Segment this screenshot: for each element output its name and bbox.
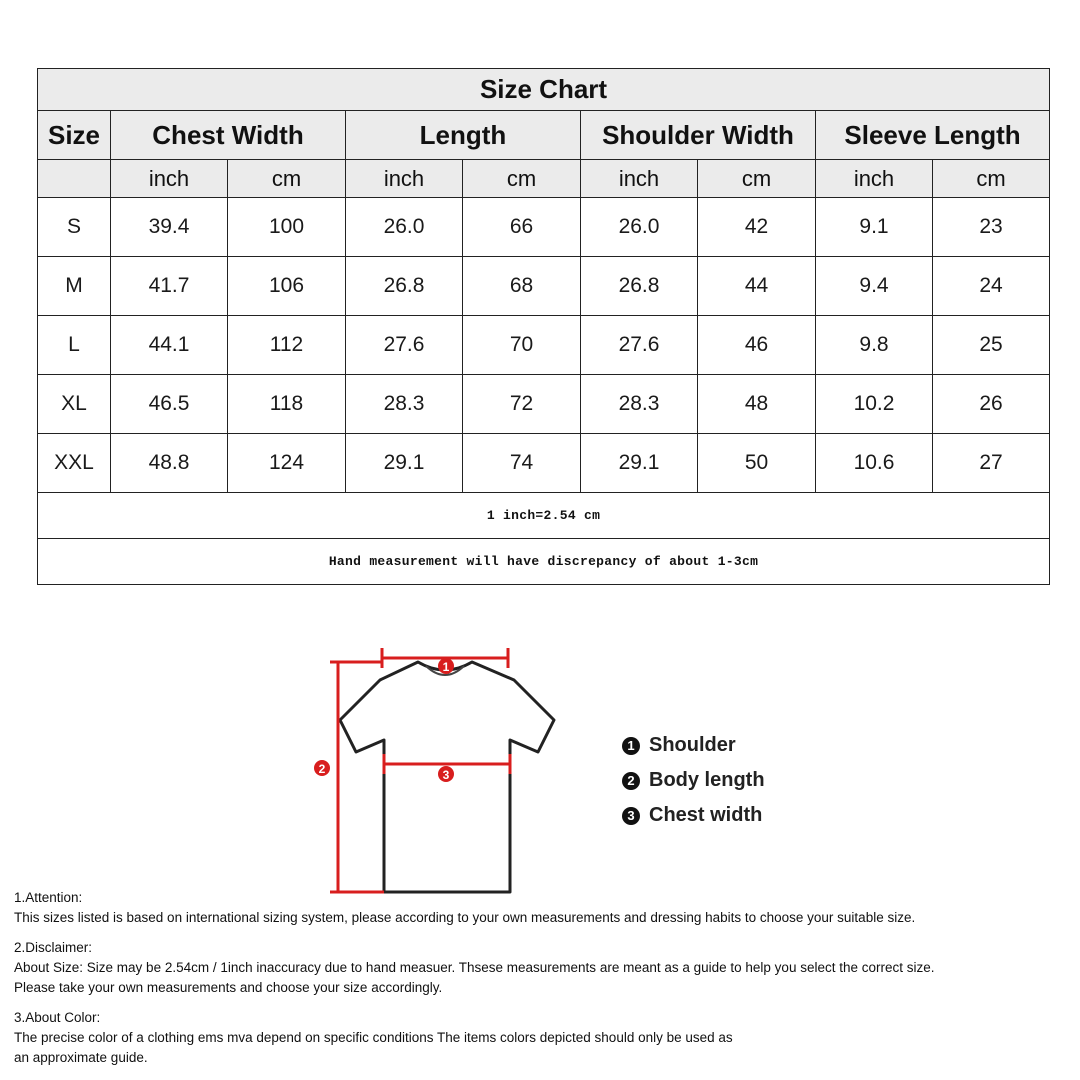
tshirt-measurement-diagram [300, 640, 570, 900]
unit-cell: inch [816, 160, 933, 198]
measurement-cell: 70 [463, 316, 581, 375]
measurement-cell: 44.1 [111, 316, 228, 375]
legend-item-shoulder [622, 728, 765, 763]
unit-cell: inch [111, 160, 228, 198]
measurement-cell: 100 [228, 198, 346, 257]
measurement-cell: 28.3 [581, 375, 698, 434]
table-row [38, 434, 1050, 493]
measurement-cell: 26 [933, 375, 1050, 434]
tshirt-diagram-svg [300, 640, 570, 900]
conversion-note-row [38, 493, 1050, 539]
header-size: Size [38, 111, 111, 160]
measurement-cell: 27.6 [346, 316, 463, 375]
measurement-cell: 26.8 [346, 257, 463, 316]
legend-number-icon: 3 [622, 807, 640, 825]
measurement-cell: 9.1 [816, 198, 933, 257]
measurement-cell: 10.2 [816, 375, 933, 434]
measurement-cell: 39.4 [111, 198, 228, 257]
table-header-row [38, 111, 1050, 160]
legend-item-chest-width [622, 798, 765, 833]
size-label-cell: XXL [38, 434, 111, 493]
note-line: This sizes listed is based on international sizing system, please according to your own measurements and dressing habits to choose your suitable size. [14, 910, 916, 925]
note-about-color [14, 1008, 1080, 1068]
measurement-cell: 29.1 [346, 434, 463, 493]
measurement-cell: 24 [933, 257, 1050, 316]
header-sleeve-length: Sleeve Length [816, 111, 1050, 160]
measurement-cell: 72 [463, 375, 581, 434]
legend-number-icon: 2 [622, 772, 640, 790]
measurement-legend [622, 728, 765, 833]
measurement-cell: 25 [933, 316, 1050, 375]
note-title: 2.Disclaimer: [14, 940, 93, 955]
measurement-cell: 28.3 [346, 375, 463, 434]
marker-3-label: 3 [442, 768, 450, 782]
unit-cell: inch [581, 160, 698, 198]
measurement-cell: 29.1 [581, 434, 698, 493]
note-disclaimer [14, 938, 1080, 998]
size-label-cell: M [38, 257, 111, 316]
note-attention [14, 888, 1080, 928]
measurement-cell: 66 [463, 198, 581, 257]
measurement-cell: 9.4 [816, 257, 933, 316]
unit-blank [38, 160, 111, 198]
legend-label: Chest width [649, 804, 763, 826]
measurement-cell: 46.5 [111, 375, 228, 434]
size-label-cell: XL [38, 375, 111, 434]
legend-number-icon: 1 [622, 737, 640, 755]
table-row [38, 198, 1050, 257]
measurement-cell: 112 [228, 316, 346, 375]
table-unit-row [38, 160, 1050, 198]
note-title: 1.Attention: [14, 890, 83, 905]
measurement-cell: 118 [228, 375, 346, 434]
size-label-cell: S [38, 198, 111, 257]
note-line: an approximate guide. [14, 1050, 148, 1065]
legend-item-body-length [622, 763, 765, 798]
table-row [38, 316, 1050, 375]
measurement-cell: 26.8 [581, 257, 698, 316]
measurement-cell: 48 [698, 375, 816, 434]
marker-1-label: 1 [442, 660, 450, 674]
marker-2-label: 2 [318, 762, 326, 776]
header-length: Length [346, 111, 581, 160]
discrepancy-note-row [38, 539, 1050, 585]
unit-cell: cm [463, 160, 581, 198]
table-title: Size Chart [38, 69, 1050, 111]
unit-cell: cm [698, 160, 816, 198]
size-label-cell: L [38, 316, 111, 375]
notes-section [14, 888, 1080, 1078]
unit-cell: cm [228, 160, 346, 198]
note-title: 3.About Color: [14, 1010, 101, 1025]
note-line: The precise color of a clothing ems mva depend on specific conditions The items colors depicted should only be used as [14, 1030, 733, 1045]
measurement-cell: 74 [463, 434, 581, 493]
legend-label: Shoulder [649, 734, 736, 756]
table-row [38, 257, 1050, 316]
measurement-cell: 106 [228, 257, 346, 316]
measurement-cell: 44 [698, 257, 816, 316]
measurement-cell: 27 [933, 434, 1050, 493]
size-chart-table [37, 68, 1050, 585]
measurement-cell: 50 [698, 434, 816, 493]
note-line: About Size: Size may be 2.54cm / 1inch inaccuracy due to hand measuer. Thsese measurements are meant as a guide to help you select the correct size. [14, 960, 935, 975]
table-row [38, 375, 1050, 434]
conversion-note: 1 inch=2.54 cm [38, 493, 1050, 539]
header-shoulder-width: Shoulder Width [581, 111, 816, 160]
note-line: Please take your own measurements and choose your size accordingly. [14, 980, 443, 995]
measurement-cell: 41.7 [111, 257, 228, 316]
measurement-cell: 42 [698, 198, 816, 257]
discrepancy-note: Hand measurement will have discrepancy of about 1-3cm [38, 539, 1050, 585]
unit-cell: inch [346, 160, 463, 198]
measurement-cell: 10.6 [816, 434, 933, 493]
measurement-cell: 68 [463, 257, 581, 316]
measurement-cell: 26.0 [346, 198, 463, 257]
table-title-row [38, 69, 1050, 111]
measurement-cell: 46 [698, 316, 816, 375]
measurement-cell: 124 [228, 434, 346, 493]
header-chest-width: Chest Width [111, 111, 346, 160]
measurement-cell: 23 [933, 198, 1050, 257]
measurement-cell: 27.6 [581, 316, 698, 375]
measurement-cell: 48.8 [111, 434, 228, 493]
measurement-cell: 9.8 [816, 316, 933, 375]
legend-label: Body length [649, 769, 765, 791]
unit-cell: cm [933, 160, 1050, 198]
measurement-cell: 26.0 [581, 198, 698, 257]
